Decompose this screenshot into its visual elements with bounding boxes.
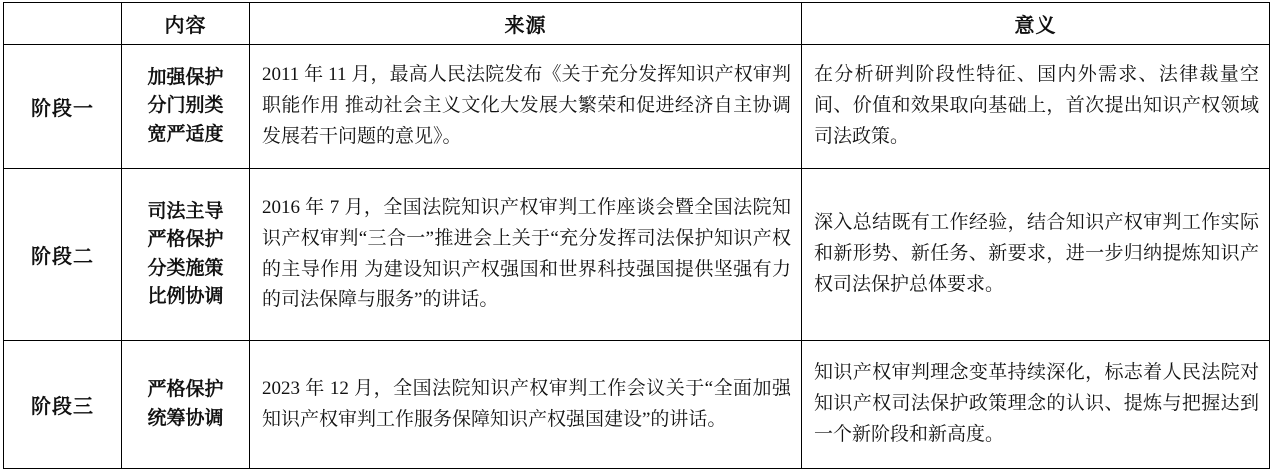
header-stage-blank [4, 3, 122, 45]
content-cell [122, 341, 250, 469]
content-line: 分门别类 [147, 95, 224, 117]
stage-label: 阶段三 [4, 341, 122, 469]
source-cell: 2016 年 7 月，全国法院知识产权审判工作座谈会暨全国法院知识产权审判“三合一”推进会上关于“充分发挥司法保护知识产权的主导作用 为建设知识产权强国和世界科技强国提供坚强有力的司法保障与服务”的讲话。 [250, 169, 802, 341]
source-cell: 2011 年 11 月，最高人民法院发布《关于充分发挥知识产权审判职能作用 推动社会主义文化大发展大繁荣和促进经济自主协调发展若干问题的意见》。 [250, 45, 802, 169]
table-header [4, 3, 1270, 45]
table-row [4, 45, 1270, 169]
content-line: 宽严适度 [147, 123, 224, 145]
content-cell [122, 45, 250, 169]
meaning-cell: 深入总结既有工作经验，结合知识产权审判工作实际和新形势、新任务、新要求，进一步归纳提炼知识产权司法保护总体要求。 [802, 169, 1270, 341]
header-meaning: 意义 [802, 3, 1270, 45]
policy-stages-table [3, 2, 1270, 469]
content-line: 严格保护 [147, 229, 224, 250]
stage-label: 阶段二 [4, 169, 122, 341]
document-body [0, 2, 1272, 469]
content-cell [122, 169, 250, 341]
meaning-cell: 在分析研判阶段性特征、国内外需求、法律裁量空间、价值和效果取向基础上，首次提出知识产权领域司法政策。 [802, 45, 1270, 169]
table-row [4, 341, 1270, 469]
header-content: 内容 [122, 3, 250, 45]
content-line: 比例协调 [147, 286, 224, 307]
content-line: 统筹协调 [147, 407, 224, 429]
meaning-cell: 知识产权审判理念变革持续深化，标志着人民法院对知识产权司法保护政策理念的认识、提炼与把握达到一个新阶段和新高度。 [802, 341, 1270, 469]
table-row [4, 169, 1270, 341]
table-header-row [4, 3, 1270, 45]
table-body [4, 45, 1270, 469]
source-cell: 2023 年 12 月，全国法院知识产权审判工作会议关于“全面加强知识产权审判工作服务保障知识产权强国建设”的讲话。 [250, 341, 802, 469]
stage-label: 阶段一 [4, 45, 122, 169]
content-line: 司法主导 [147, 200, 224, 222]
content-line: 严格保护 [147, 379, 224, 400]
content-line: 分类施策 [147, 257, 224, 279]
header-source: 来源 [250, 3, 802, 45]
content-line: 加强保护 [147, 66, 224, 88]
